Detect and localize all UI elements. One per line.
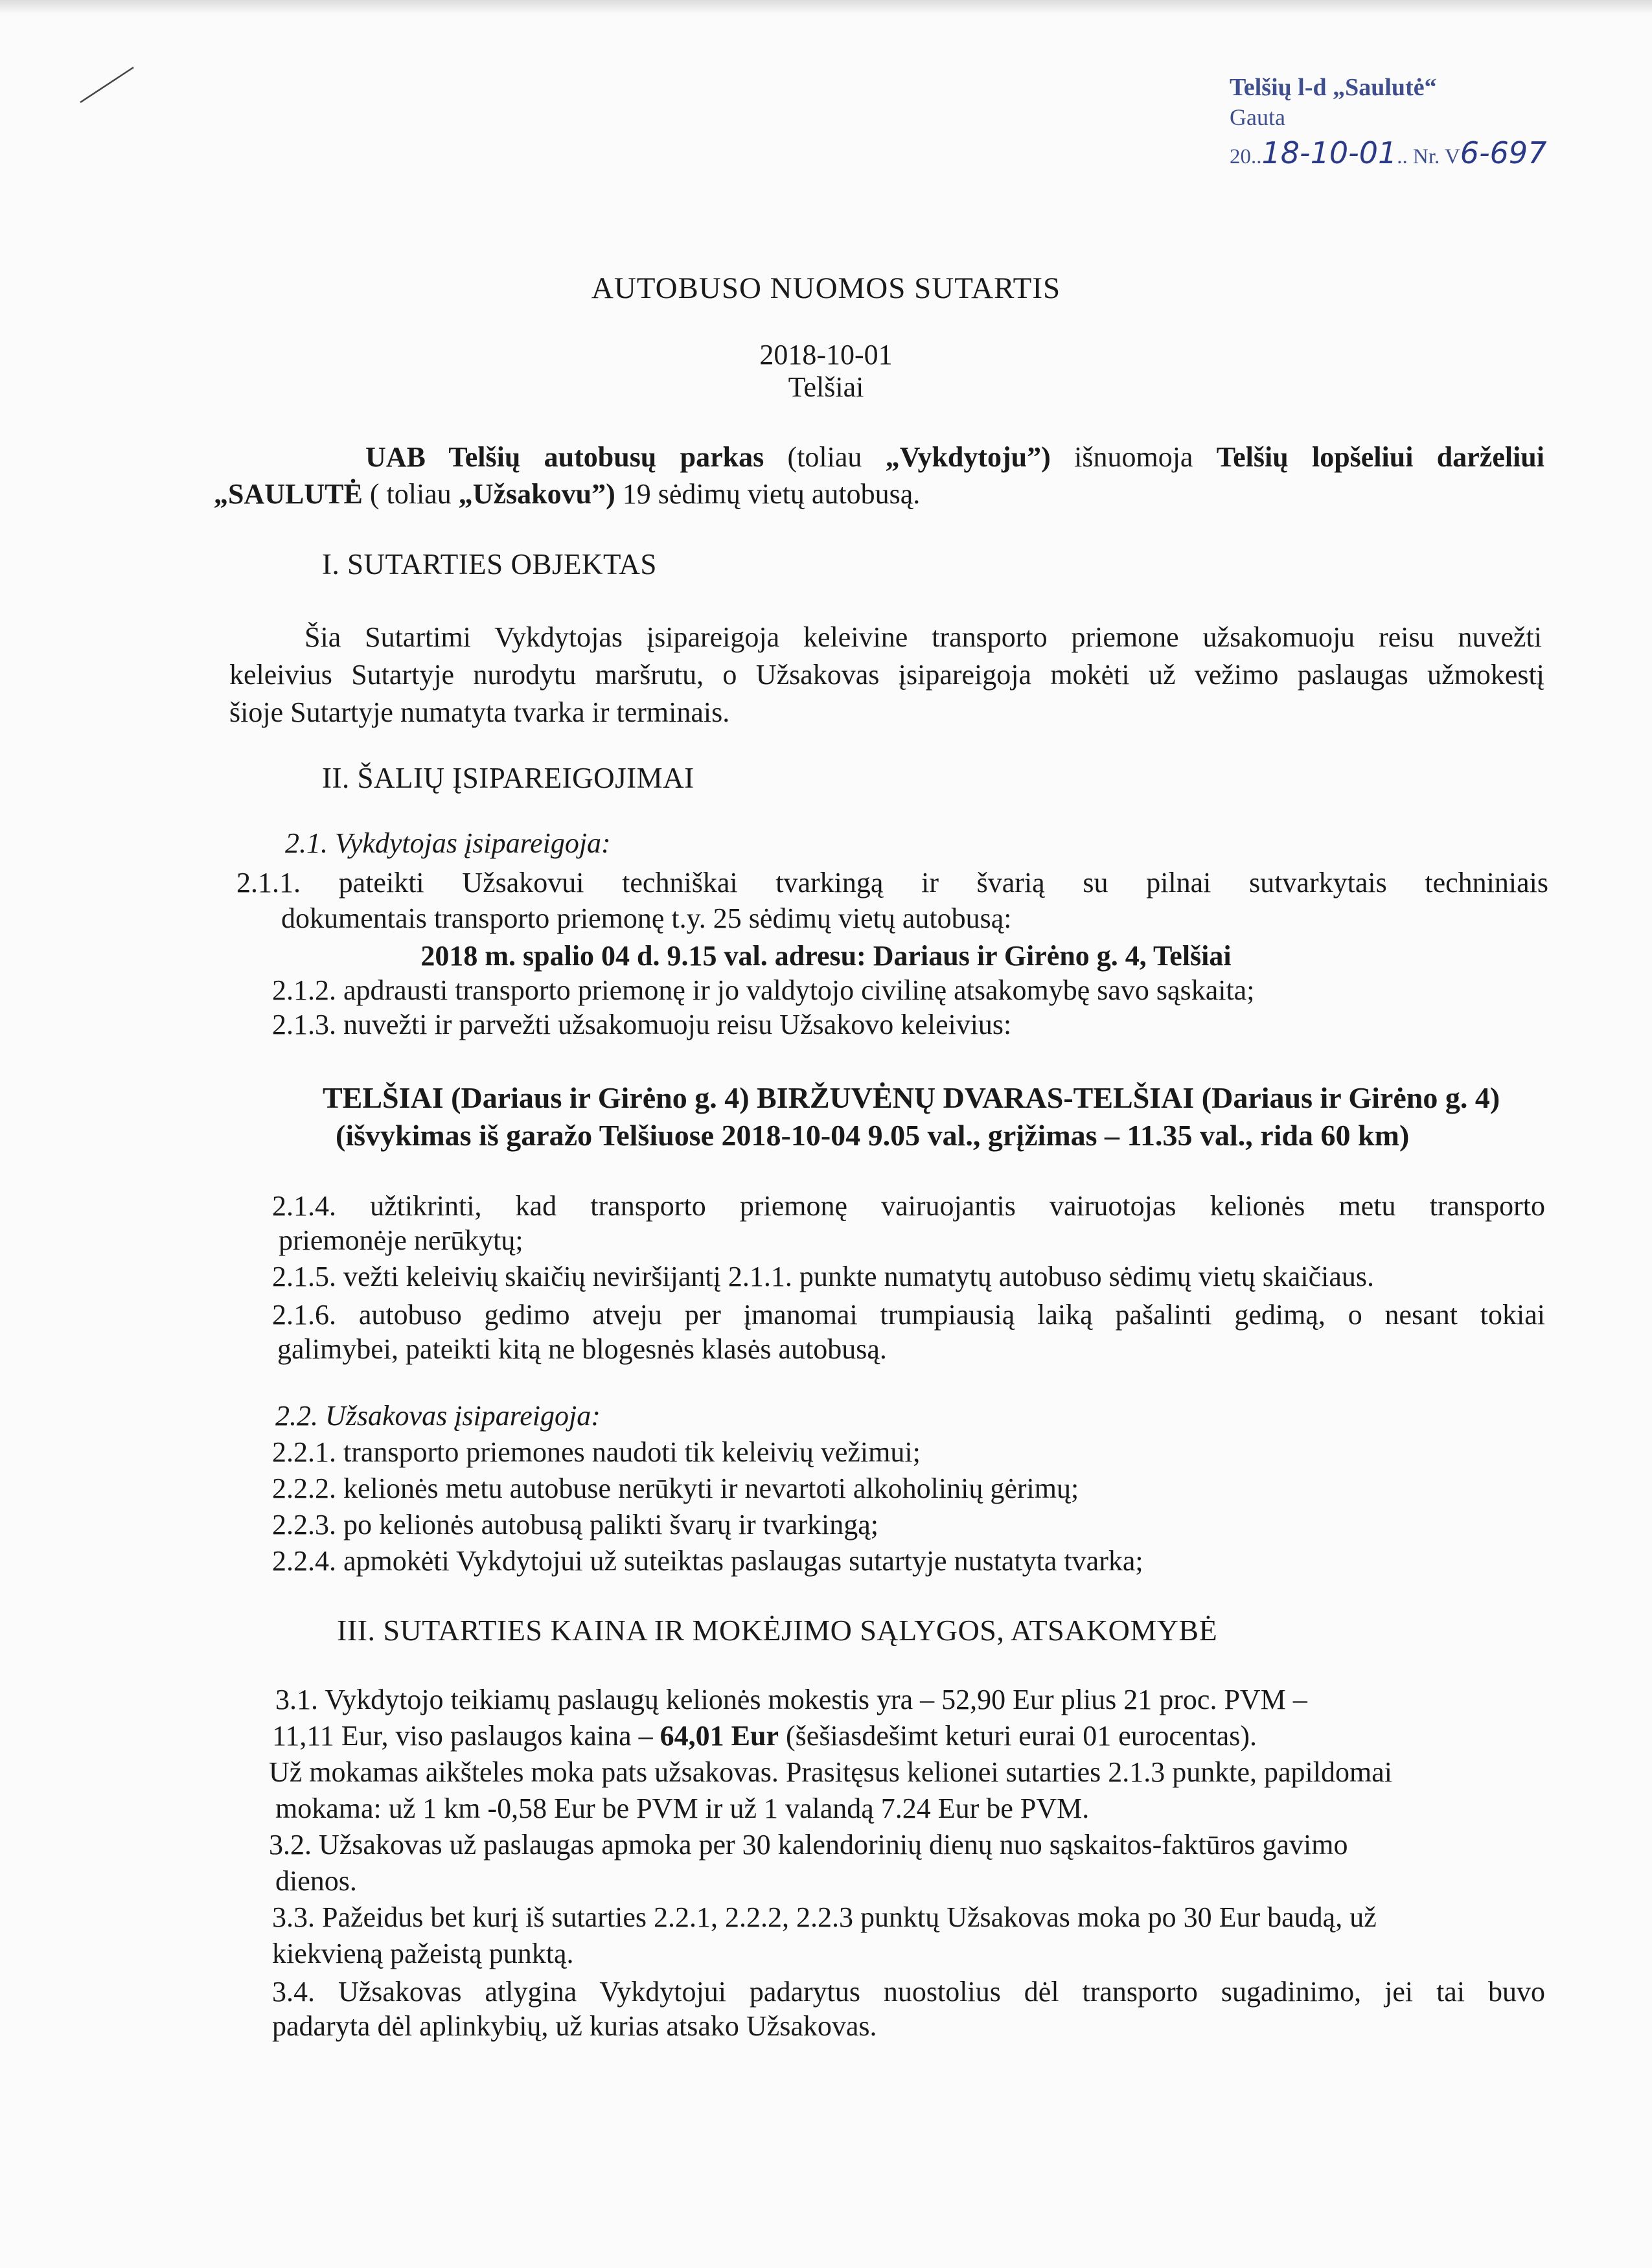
s2-sub-2: 2.2. Užsakovas įsipareigoja: xyxy=(275,1400,601,1432)
stamp-reg-prefix: Nr. V xyxy=(1413,145,1460,168)
p-2-1-6-a: 2.1.6. autobuso gedimo atveju per įmanomai trumpiausią laiką pašalinti gedimą, o nesant tokiai xyxy=(272,1299,1545,1331)
p-3-2-b: dienos. xyxy=(275,1865,357,1897)
document-date: 2018-10-01 xyxy=(759,339,893,371)
intro-line-1: UAB Telšių autobusų parkas (toliau „Vykdytoju”) išnuomoja Telšių lopšeliui darželiui xyxy=(365,441,1544,473)
route-line-1: TELŠIAI (Dariaus ir Girėno g. 4) BIRŽUVĖNŲ DVARAS-TELŠIAI (Dariaus ir Girėno g. 4) xyxy=(323,1081,1500,1114)
section-2-heading: II. ŠALIŲ ĮSIPAREIGOJIMAI xyxy=(322,762,694,794)
s2-sub-1: 2.1. Vykdytojas įsipareigoja: xyxy=(285,827,611,859)
registration-stamp xyxy=(1230,73,1592,178)
p-3-1-b: 11,11 Eur, viso paslaugos kaina – 64,01 Eur (šešiasdešimt keturi eurai 01 eurocentas). xyxy=(272,1720,1257,1752)
p-2-1-1-b: dokumentais transporto priemonę t.y. 25 sėdimų vietų autobusą: xyxy=(281,902,1012,934)
p-2-1-5: 2.1.5. vežti keleivių skaičių neviršijantį 2.1.1. punkte numatytų autobuso sėdimų vietų skaičiaus. xyxy=(272,1261,1375,1292)
intro-line-2: „SAULUTĖ ( toliau „Užsakovu”) 19 sėdimų vietų autobusą. xyxy=(214,478,921,510)
section-1-heading: I. SUTARTIES OBJEKTAS xyxy=(322,548,657,580)
p-2-1-4-b: priemonėje nerūkytų; xyxy=(279,1224,523,1256)
p-3-1-a: 3.1. Vykdytojo teikiamų paslaugų kelionės mokestis yra – 52,90 Eur plius 21 proc. PVM – xyxy=(275,1684,1307,1715)
stamp-date-prefix: 20 xyxy=(1230,145,1251,168)
section-3-heading: III. SUTARTIES KAINA IR MOKĖJIMO SĄLYGOS, ATSAKOMYBĖ xyxy=(337,1614,1218,1647)
p-2-1-6-b: galimybei, pateikti kitą ne blogesnės klasės autobusą. xyxy=(277,1333,887,1365)
p-2-1-1-a: 2.1.1. pateikti Užsakovui techniškai tvarkingą ir švarią su pilnai sutvarkytais techniniais xyxy=(236,867,1548,899)
stamp-date-handwritten: 18-10-01 xyxy=(1261,135,1397,170)
p-2-1-4-a: 2.1.4. užtikrinti, kad transporto priemonę vairuojantis vairuotojas kelionės metu transporto xyxy=(272,1190,1545,1222)
p-3-4-b: padaryta dėl aplinkybių, už kurias atsako Užsakovas. xyxy=(272,2010,877,2042)
p-3-1-d: mokama: už 1 km -0,58 Eur be PVM ir už 1 valandą 7.24 Eur be PVM. xyxy=(275,1793,1090,1824)
document-city: Telšiai xyxy=(788,371,864,403)
route-line-2: (išvykimas iš garažo Telšiuose 2018-10-04 9.05 val., grįžimas – 11.35 val., rida 60 km) xyxy=(336,1119,1410,1152)
p-2-1-3: 2.1.3. nuvežti ir parvežti užsakomuoju reisu Užsakovo keleivius: xyxy=(272,1009,1012,1040)
stamp-date-row: 20..18-10-01.. Nr. V6-697 xyxy=(1230,135,1547,170)
p-2-1-2: 2.1.2. apdrausti transporto priemonę ir jo valdytojo civilinę atsakomybę savo sąskaita; xyxy=(272,974,1255,1006)
s1-line-1: Šia Sutartimi Vykdytojas įsipareigoja keleivine transporto priemone užsakomuoju reisu nuvežti xyxy=(304,621,1542,653)
p-3-4-a: 3.4. Užsakovas atlygina Vykdytojui padarytus nuostolius dėl transporto sugadinimo, jei tai buvo xyxy=(272,1976,1545,2008)
p-2-1-1-c: 2018 m. spalio 04 d. 9.15 val. adresu: Dariaus ir Girėno g. 4, Telšiai xyxy=(420,940,1232,972)
document-title: AUTOBUSO NUOMOS SUTARTIS xyxy=(591,271,1061,305)
p-2-2-1: 2.2.1. transporto priemones naudoti tik keleivių vežimui; xyxy=(272,1436,921,1468)
p-3-1-c: Už mokamas aikšteles moka pats užsakovas. Prasitęsus kelionei sutarties 2.1.3 punkte, papildomai xyxy=(269,1756,1392,1788)
stamp-reg-handwritten: 6-697 xyxy=(1460,135,1547,170)
pen-mark xyxy=(78,65,136,105)
p-2-2-4: 2.2.4. apmokėti Vykdytojui už suteiktas paslaugas sutartyje nustatyta tvarka; xyxy=(272,1545,1143,1577)
s1-line-2: keleivius Sutartyje nurodytu maršrutu, o Užsakovas įsipareigoja mokėti už vežimo paslaugas užmokestį xyxy=(229,659,1544,691)
scan-edge xyxy=(0,0,1652,14)
s1-line-3: šioje Sutartyje numatyta tvarka ir terminais. xyxy=(229,696,730,728)
p-3-3-b: kiekvieną pažeistą punktą. xyxy=(272,1938,574,1969)
p-2-2-2: 2.2.2. kelionės metu autobuse nerūkyti ir nevartoti alkoholinių gėrimų; xyxy=(272,1472,1079,1504)
stamp-org: Telšių l-d „Saulutė“ xyxy=(1230,74,1437,101)
p-3-3-a: 3.3. Pažeidus bet kurį iš sutarties 2.2.1, 2.2.2, 2.2.3 punktų Užsakovas moka po 30 Eur baudą, už xyxy=(272,1901,1377,1933)
p-2-2-3: 2.2.3. po kelionės autobusą palikti švarų ir tvarkingą; xyxy=(272,1509,879,1541)
stamp-received: Gauta xyxy=(1230,104,1285,130)
p-3-2-a: 3.2. Užsakovas už paslaugas apmoka per 30 kalendorinių dienų nuo sąskaitos-faktūros gavimo xyxy=(269,1829,1348,1861)
